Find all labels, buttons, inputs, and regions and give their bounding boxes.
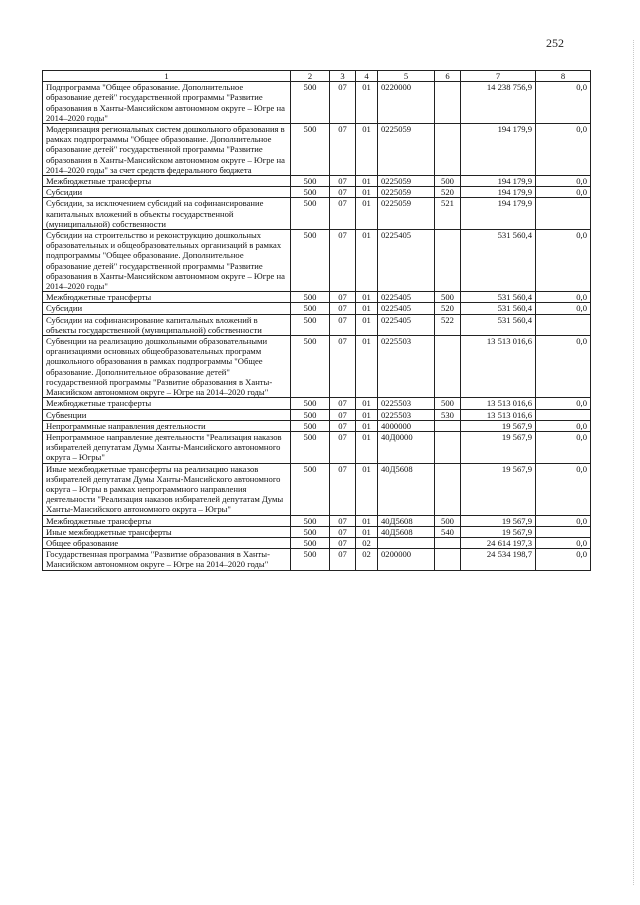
section-cell: 07 <box>330 398 356 409</box>
target-article-cell <box>378 537 435 548</box>
section-cell: 07 <box>330 431 356 463</box>
target-article-cell: 0225503 <box>378 336 435 398</box>
expense-type-cell <box>435 336 461 398</box>
federal-amount-cell: 0,0 <box>536 537 591 548</box>
section-cell: 07 <box>330 176 356 187</box>
col-header: 3 <box>330 71 356 82</box>
federal-amount-cell <box>536 526 591 537</box>
target-article-cell: 40Д0000 <box>378 431 435 463</box>
amount-cell: 24 534 198,7 <box>461 549 536 570</box>
admin-code-cell: 500 <box>291 187 330 198</box>
admin-code-cell: 500 <box>291 198 330 230</box>
table-row <box>43 303 591 314</box>
row-name-cell: Субвенции на реализацию дошкольными образовательными организациями основных общеобразовательных программ дошкольного образования в рамках подпрограммы "Общее образование. Дополнительное образование детей" государственной программы "Развитие образования в Ханты-Мансийском автономном округе – Югре на 2014–2020 годы" <box>43 336 291 398</box>
col-header: 2 <box>291 71 330 82</box>
table-row <box>43 82 591 124</box>
admin-code-cell: 500 <box>291 537 330 548</box>
subsection-cell: 01 <box>356 463 378 515</box>
amount-cell: 14 238 756,9 <box>461 82 536 124</box>
subsection-cell: 01 <box>356 409 378 420</box>
table-row <box>43 230 591 292</box>
federal-amount-cell: 0,0 <box>536 463 591 515</box>
row-name-cell: Межбюджетные трансферты <box>43 292 291 303</box>
table-row <box>43 124 591 176</box>
expense-type-cell: 540 <box>435 526 461 537</box>
target-article-cell: 40Д5608 <box>378 463 435 515</box>
admin-code-cell: 500 <box>291 336 330 398</box>
table-row <box>43 463 591 515</box>
federal-amount-cell: 0,0 <box>536 230 591 292</box>
table-row <box>43 537 591 548</box>
target-article-cell: 0225503 <box>378 398 435 409</box>
subsection-cell: 01 <box>356 124 378 176</box>
section-cell: 07 <box>330 303 356 314</box>
amount-cell: 19 567,9 <box>461 431 536 463</box>
row-name-cell: Субсидии <box>43 303 291 314</box>
amount-cell: 19 567,9 <box>461 515 536 526</box>
federal-amount-cell: 0,0 <box>536 176 591 187</box>
target-article-cell: 0225503 <box>378 409 435 420</box>
federal-amount-cell: 0,0 <box>536 292 591 303</box>
admin-code-cell: 500 <box>291 124 330 176</box>
section-cell: 07 <box>330 463 356 515</box>
admin-code-cell: 500 <box>291 398 330 409</box>
table-row <box>43 549 591 570</box>
expense-type-cell <box>435 230 461 292</box>
expense-type-cell: 500 <box>435 176 461 187</box>
expense-type-cell: 530 <box>435 409 461 420</box>
expense-type-cell <box>435 124 461 176</box>
expense-type-cell: 522 <box>435 314 461 335</box>
expense-type-cell <box>435 82 461 124</box>
row-name-cell: Непрограммное направление деятельности "Реализация наказов избирателей депутатам Думы Ханты-Мансийского автономного округа – Югры" <box>43 431 291 463</box>
federal-amount-cell: 0,0 <box>536 336 591 398</box>
table-row <box>43 398 591 409</box>
section-cell: 07 <box>330 187 356 198</box>
subsection-cell: 02 <box>356 549 378 570</box>
target-article-cell: 0225059 <box>378 198 435 230</box>
section-cell: 07 <box>330 409 356 420</box>
admin-code-cell: 500 <box>291 431 330 463</box>
federal-amount-cell: 0,0 <box>536 398 591 409</box>
col-header: 1 <box>43 71 291 82</box>
target-article-cell: 0225059 <box>378 187 435 198</box>
target-article-cell: 0225405 <box>378 292 435 303</box>
row-name-cell: Подпрограмма "Общее образование. Дополнительное образование детей" государственной программы "Развитие образования в Ханты-Мансийском автономном округе – Югре на 2014–2020 годы" <box>43 82 291 124</box>
expense-type-cell <box>435 420 461 431</box>
federal-amount-cell: 0,0 <box>536 549 591 570</box>
table-row <box>43 336 591 398</box>
expense-type-cell: 520 <box>435 187 461 198</box>
section-cell: 07 <box>330 549 356 570</box>
table-row <box>43 292 591 303</box>
admin-code-cell: 500 <box>291 409 330 420</box>
col-header: 5 <box>378 71 435 82</box>
amount-cell: 13 513 016,6 <box>461 398 536 409</box>
amount-cell: 194 179,9 <box>461 187 536 198</box>
admin-code-cell: 500 <box>291 420 330 431</box>
table-row <box>43 409 591 420</box>
row-name-cell: Иные межбюджетные трансферты на реализацию наказов избирателей депутатам Думы Ханты-Мансийского автономного округа – Югры в рамках непрограммного направления деятельности "Реализация наказов избирателей депутатам Думы Ханты-Мансийского автономного округа – Югры" <box>43 463 291 515</box>
expense-type-cell <box>435 549 461 570</box>
subsection-cell: 01 <box>356 398 378 409</box>
table-row <box>43 515 591 526</box>
col-header: 7 <box>461 71 536 82</box>
admin-code-cell: 500 <box>291 176 330 187</box>
admin-code-cell: 500 <box>291 82 330 124</box>
admin-code-cell: 500 <box>291 515 330 526</box>
expense-type-cell: 500 <box>435 398 461 409</box>
expense-type-cell <box>435 537 461 548</box>
target-article-cell: 40Д5608 <box>378 526 435 537</box>
amount-cell: 531 560,4 <box>461 314 536 335</box>
subsection-cell: 01 <box>356 82 378 124</box>
target-article-cell: 0220000 <box>378 82 435 124</box>
table-row <box>43 314 591 335</box>
row-name-cell: Субвенции <box>43 409 291 420</box>
page-number: 252 <box>546 36 564 50</box>
subsection-cell: 01 <box>356 230 378 292</box>
amount-cell: 19 567,9 <box>461 526 536 537</box>
amount-cell: 531 560,4 <box>461 303 536 314</box>
subsection-cell: 01 <box>356 526 378 537</box>
row-name-cell: Непрограммные направления деятельности <box>43 420 291 431</box>
admin-code-cell: 500 <box>291 526 330 537</box>
target-article-cell: 0225405 <box>378 303 435 314</box>
col-header: 8 <box>536 71 591 82</box>
table-row <box>43 187 591 198</box>
target-article-cell: 40Д5608 <box>378 515 435 526</box>
amount-cell: 194 179,9 <box>461 176 536 187</box>
budget-table <box>42 70 591 571</box>
admin-code-cell: 500 <box>291 549 330 570</box>
amount-cell: 531 560,4 <box>461 230 536 292</box>
column-number-row <box>43 71 591 82</box>
row-name-cell: Общее образование <box>43 537 291 548</box>
section-cell: 07 <box>330 526 356 537</box>
subsection-cell: 01 <box>356 292 378 303</box>
federal-amount-cell: 0,0 <box>536 187 591 198</box>
expense-type-cell <box>435 431 461 463</box>
federal-amount-cell: 0,0 <box>536 515 591 526</box>
expense-type-cell: 500 <box>435 515 461 526</box>
federal-amount-cell: 0,0 <box>536 420 591 431</box>
table-row <box>43 176 591 187</box>
expense-type-cell <box>435 463 461 515</box>
target-article-cell: 0225405 <box>378 230 435 292</box>
row-name-cell: Иные межбюджетные трансферты <box>43 526 291 537</box>
section-cell: 07 <box>330 198 356 230</box>
section-cell: 07 <box>330 537 356 548</box>
expense-type-cell: 520 <box>435 303 461 314</box>
target-article-cell: 4000000 <box>378 420 435 431</box>
admin-code-cell: 500 <box>291 292 330 303</box>
subsection-cell: 01 <box>356 303 378 314</box>
subsection-cell: 01 <box>356 176 378 187</box>
subsection-cell: 02 <box>356 537 378 548</box>
section-cell: 07 <box>330 420 356 431</box>
admin-code-cell: 500 <box>291 314 330 335</box>
amount-cell: 24 614 197,3 <box>461 537 536 548</box>
subsection-cell: 01 <box>356 336 378 398</box>
amount-cell: 13 513 016,6 <box>461 409 536 420</box>
table-row <box>43 526 591 537</box>
subsection-cell: 01 <box>356 187 378 198</box>
amount-cell: 194 179,9 <box>461 198 536 230</box>
row-name-cell: Государственная программа "Развитие образования в Ханты-Мансийском автономном округе – Югре на 2014–2020 годы" <box>43 549 291 570</box>
row-name-cell: Межбюджетные трансферты <box>43 515 291 526</box>
section-cell: 07 <box>330 515 356 526</box>
subsection-cell: 01 <box>356 431 378 463</box>
amount-cell: 19 567,9 <box>461 420 536 431</box>
section-cell: 07 <box>330 124 356 176</box>
admin-code-cell: 500 <box>291 303 330 314</box>
federal-amount-cell: 0,0 <box>536 124 591 176</box>
federal-amount-cell: 0,0 <box>536 431 591 463</box>
federal-amount-cell: 0,0 <box>536 303 591 314</box>
target-article-cell: 0225059 <box>378 124 435 176</box>
section-cell: 07 <box>330 82 356 124</box>
federal-amount-cell <box>536 314 591 335</box>
section-cell: 07 <box>330 230 356 292</box>
row-name-cell: Межбюджетные трансферты <box>43 398 291 409</box>
scan-edge-marks <box>632 40 634 885</box>
admin-code-cell: 500 <box>291 230 330 292</box>
target-article-cell: 0200000 <box>378 549 435 570</box>
section-cell: 07 <box>330 336 356 398</box>
target-article-cell: 0225059 <box>378 176 435 187</box>
federal-amount-cell <box>536 198 591 230</box>
amount-cell: 13 513 016,6 <box>461 336 536 398</box>
federal-amount-cell <box>536 409 591 420</box>
federal-amount-cell: 0,0 <box>536 82 591 124</box>
subsection-cell: 01 <box>356 198 378 230</box>
row-name-cell: Субсидии, за исключением субсидий на софинансирование капитальных вложений в объекты государственной (муниципальной) собственности <box>43 198 291 230</box>
table-row <box>43 431 591 463</box>
row-name-cell: Модернизация региональных систем дошкольного образования в рамках подпрограммы "Общее образование. Дополнительное образование детей" государственной программы "Развитие образования в Ханты-Мансийском автономном округе – Югре на 2014–2020 годы" за счет средств федерального бюджета <box>43 124 291 176</box>
subsection-cell: 01 <box>356 515 378 526</box>
admin-code-cell: 500 <box>291 463 330 515</box>
amount-cell: 194 179,9 <box>461 124 536 176</box>
row-name-cell: Субсидии на строительство и реконструкцию дошкольных образовательных и общеобразовательных организаций в рамках подпрограммы "Общее образование. Дополнительное образование детей" государственной программы "Развитие образования в Ханты-Мансийском автономном округе – Югре на 2014–2020 годы" <box>43 230 291 292</box>
expense-type-cell: 500 <box>435 292 461 303</box>
col-header: 6 <box>435 71 461 82</box>
col-header: 4 <box>356 71 378 82</box>
row-name-cell: Субсидии <box>43 187 291 198</box>
subsection-cell: 01 <box>356 314 378 335</box>
amount-cell: 531 560,4 <box>461 292 536 303</box>
amount-cell: 19 567,9 <box>461 463 536 515</box>
row-name-cell: Субсидии на софинансирование капитальных вложений в объекты государственной (муниципальной) собственности <box>43 314 291 335</box>
row-name-cell: Межбюджетные трансферты <box>43 176 291 187</box>
expense-type-cell: 521 <box>435 198 461 230</box>
section-cell: 07 <box>330 292 356 303</box>
section-cell: 07 <box>330 314 356 335</box>
subsection-cell: 01 <box>356 420 378 431</box>
table-row <box>43 420 591 431</box>
table-row <box>43 198 591 230</box>
target-article-cell: 0225405 <box>378 314 435 335</box>
